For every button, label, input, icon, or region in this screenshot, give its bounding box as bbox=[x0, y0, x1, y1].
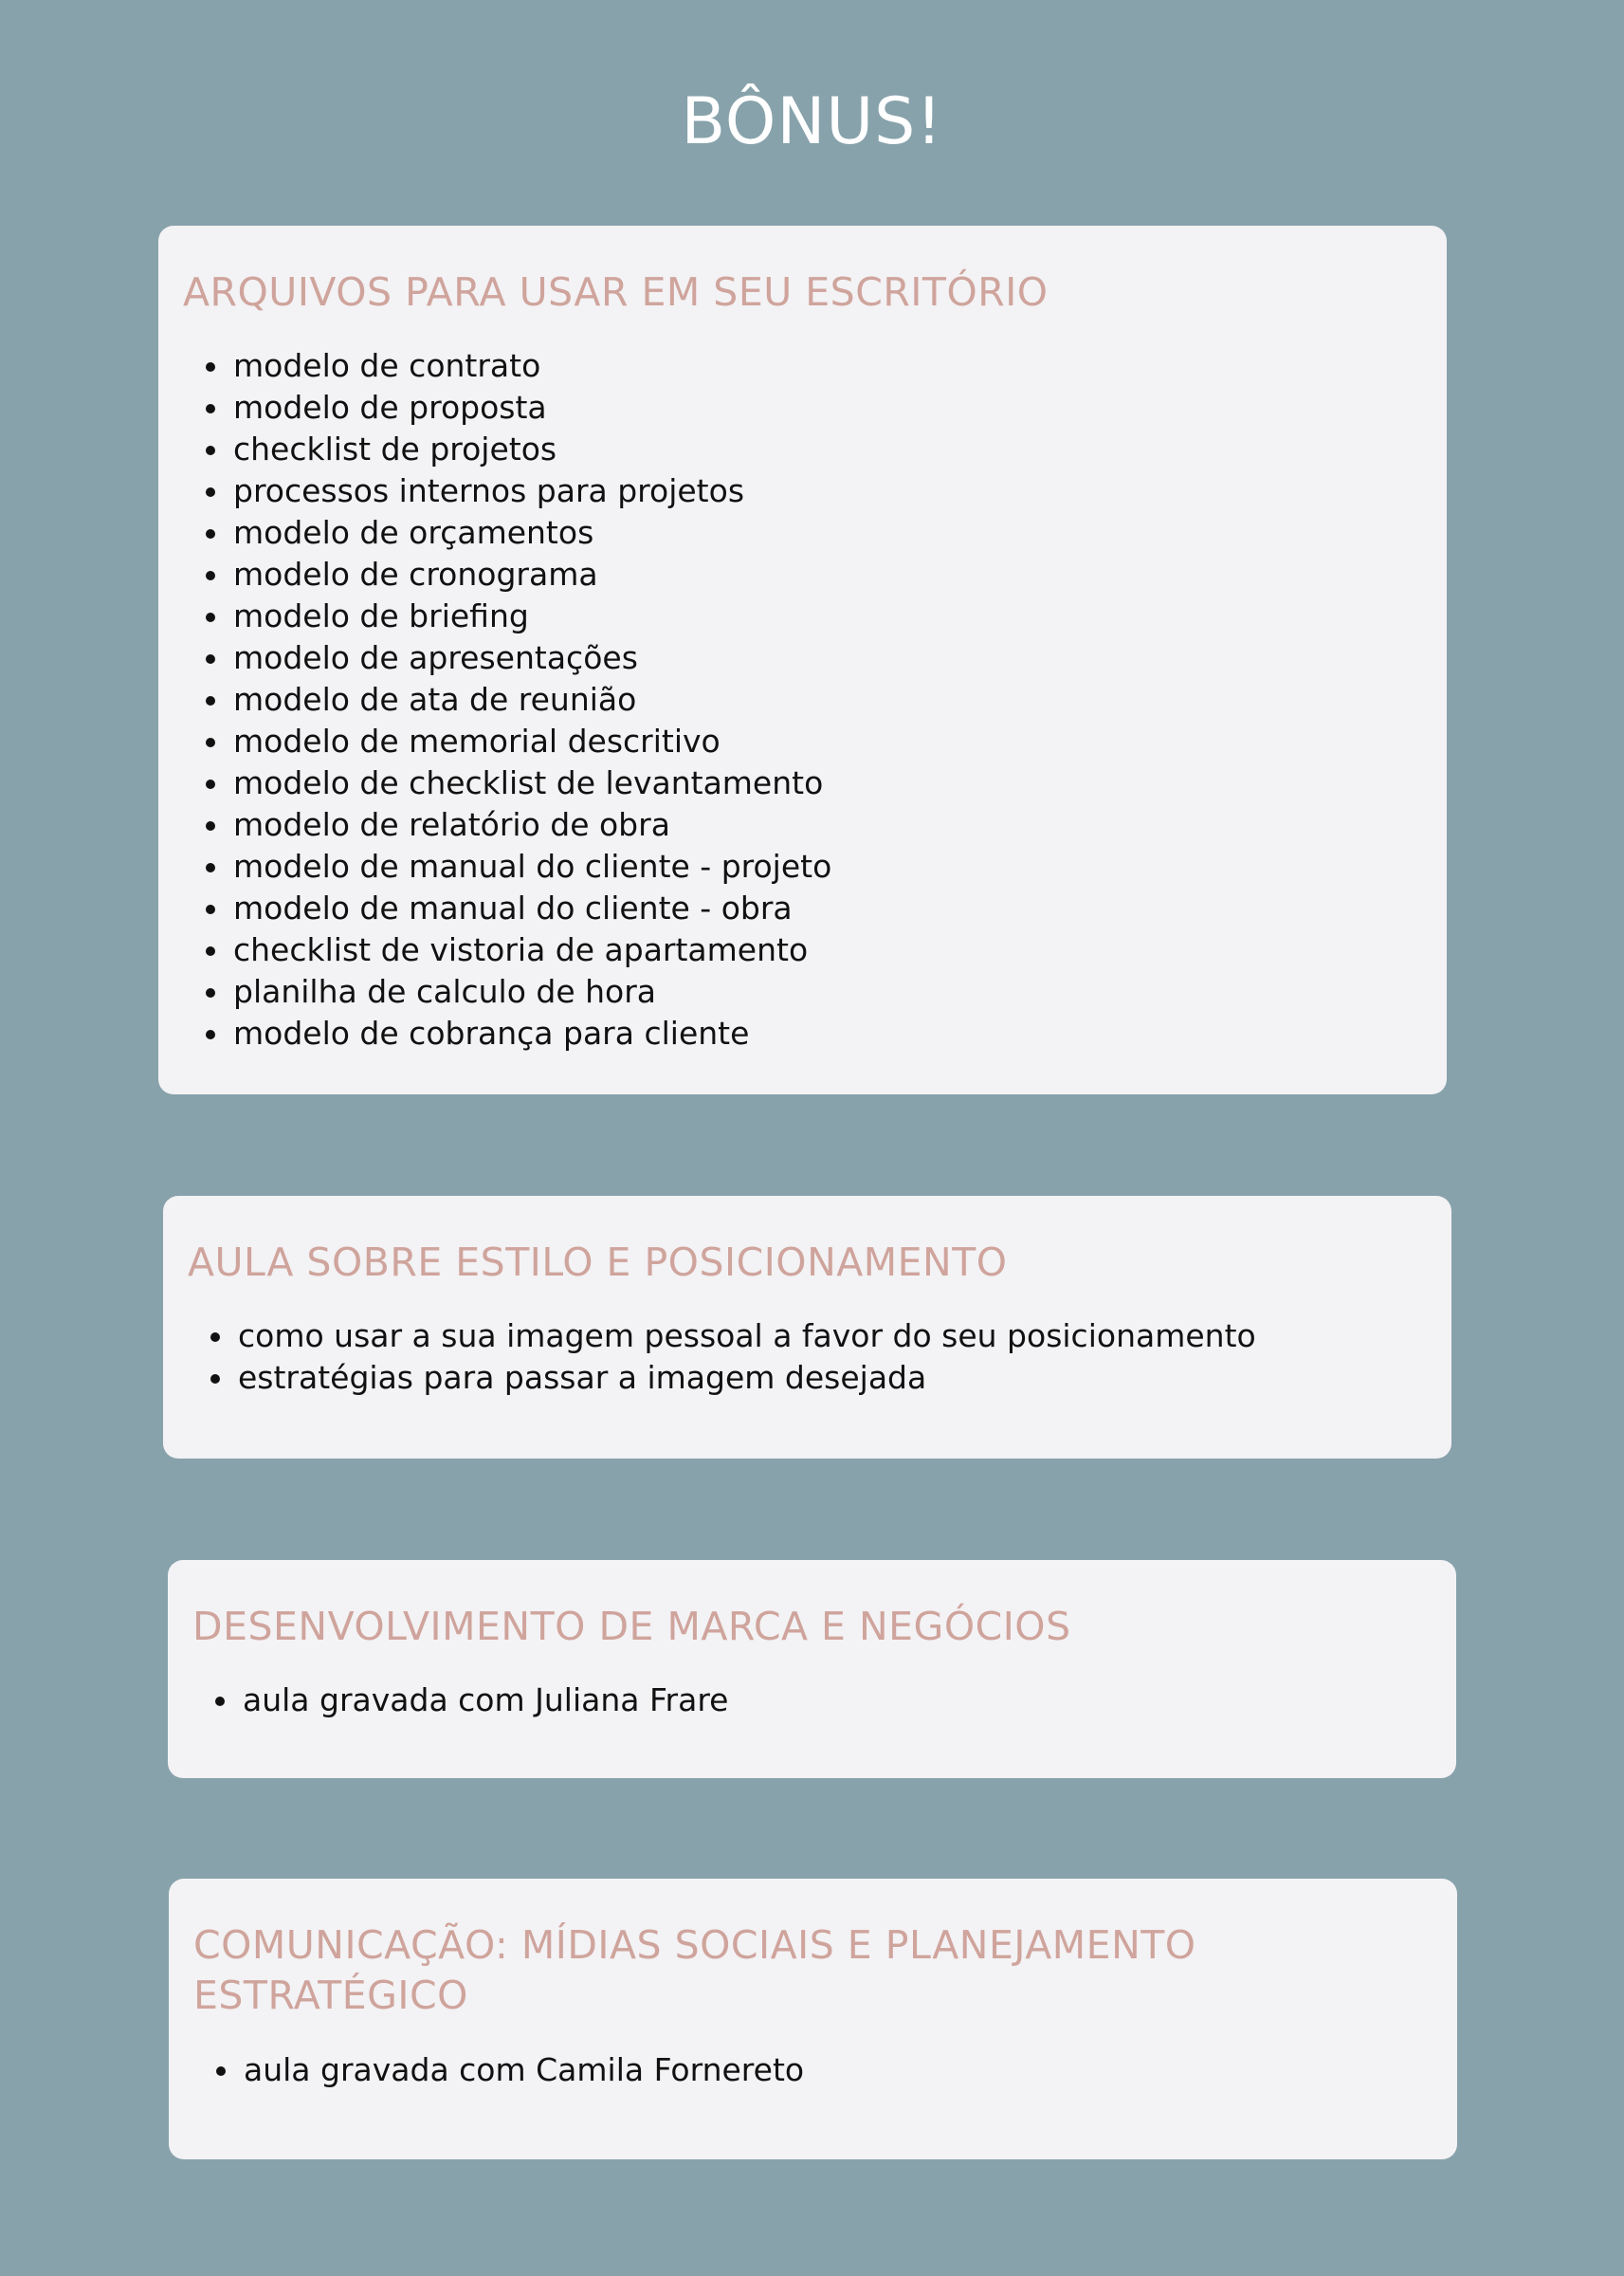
list-item: modelo de briefing bbox=[203, 596, 831, 637]
section-card-communication bbox=[169, 1879, 1457, 2159]
section-heading-line: COMUNICAÇÃO: MÍDIAS SOCIAIS E PLANEJAMENTO bbox=[193, 1922, 1196, 1968]
section-heading: ARQUIVOS PARA USAR EM SEU ESCRITÓRIO bbox=[183, 269, 1049, 315]
list-item: aula gravada com Camila Fornereto bbox=[213, 2049, 804, 2091]
list-item: modelo de ata de reunião bbox=[203, 679, 831, 721]
list-item: como usar a sua imagem pessoal a favor do seu posicionamento bbox=[208, 1315, 1256, 1357]
list-item: modelo de memorial descritivo bbox=[203, 721, 831, 762]
list-item: modelo de checklist de levantamento bbox=[203, 762, 831, 804]
list-item: modelo de cronograma bbox=[203, 554, 831, 596]
list-item: modelo de cobrança para cliente bbox=[203, 1013, 831, 1055]
section-card-style-positioning bbox=[163, 1196, 1451, 1459]
list-item: modelo de apresentações bbox=[203, 637, 831, 679]
list-item: checklist de vistoria de apartamento bbox=[203, 929, 831, 971]
list-item: processos internos para projetos bbox=[203, 470, 831, 512]
list-item: modelo de manual do cliente - projeto bbox=[203, 846, 831, 888]
bullet-list bbox=[213, 2049, 804, 2091]
section-heading: AULA SOBRE ESTILO E POSICIONAMENTO bbox=[188, 1239, 1008, 1285]
bullet-list bbox=[208, 1315, 1256, 1399]
section-heading bbox=[193, 1920, 1196, 2021]
section-heading: DESENVOLVIMENTO DE MARCA E NEGÓCIOS bbox=[192, 1604, 1071, 1649]
list-item: estratégias para passar a imagem desejada bbox=[208, 1357, 1256, 1399]
list-item: modelo de proposta bbox=[203, 387, 831, 429]
bullet-list bbox=[212, 1679, 728, 1721]
list-item: checklist de projetos bbox=[203, 429, 831, 470]
section-card-office-files bbox=[158, 226, 1447, 1094]
list-item: modelo de orçamentos bbox=[203, 512, 831, 554]
list-item: modelo de manual do cliente - obra bbox=[203, 888, 831, 929]
list-item: modelo de contrato bbox=[203, 345, 831, 387]
bullet-list bbox=[203, 345, 831, 1055]
page-title: BÔNUS! bbox=[681, 84, 943, 159]
list-item: aula gravada com Juliana Frare bbox=[212, 1679, 728, 1721]
section-heading-line: ESTRATÉGICO bbox=[193, 1973, 468, 2018]
section-card-brand-business bbox=[168, 1560, 1456, 1778]
list-item: planilha de calculo de hora bbox=[203, 971, 831, 1013]
list-item: modelo de relatório de obra bbox=[203, 804, 831, 846]
